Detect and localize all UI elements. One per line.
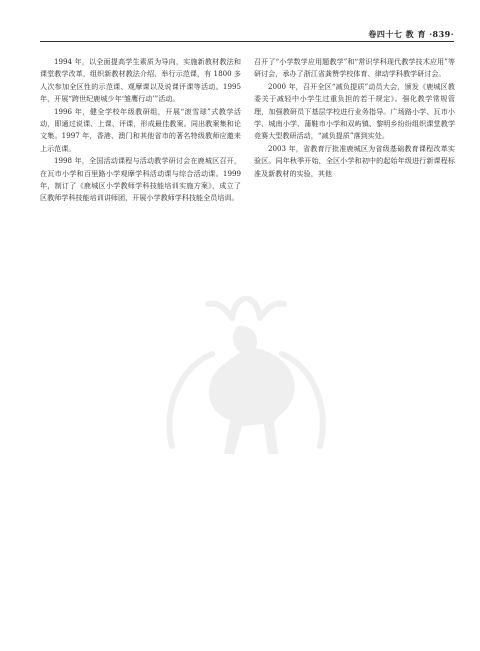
running-header: 卷四十七 教 育 ·839· (368, 29, 454, 39)
right-column (254, 56, 455, 180)
paragraph-continued: 召开了“小学数学应用题教学”和“常识学科现代教学技术应用”等研讨会，承办了浙江省龚赞学校体育、律动学科教学研讨会。 (254, 57, 455, 79)
deer-emblem-icon (142, 296, 350, 460)
paragraph-2000: 2000 年，召开全区“减负提质”动员大会，颁发《鹿城区教委关于减轻中小学生过重负担的若干规定》。强化教学常规管理，加强教研员下基层学校进行业务指导。广场路小学、瓦市小学、城南小学、蒲鞋市小学和双屿镇、黎明乡纷纷组织课堂教学竞赛大型教研活动，“减负提质”落到实处。 (254, 81, 455, 141)
header-rule (40, 41, 454, 42)
paragraph-1996: 1996 年，健全学校年级教研组，开展“滚雪球”式教学活动，即通过说课、上课、评课，形成最佳教案。同出教案集和论文集。1997 年，香港、澳门和其他省市的著名特级教师应邀来上示范课。 (40, 106, 241, 153)
paragraph-2003: 2003 年，省教育厅批准鹿城区为省级基础教育课程改革实验区。同年秋季开始，全区小学和初中的起始年级进行新课程标准及新教材的实验，其他 (254, 143, 455, 178)
paragraph-1994: 1994 年，以全面提高学生素质为导向，实施新教材教法和课堂教学改革，组织新教材教法介绍、举行示范课，有 1800 多人次参加全区性的示范课、观摩课以及说课评课等活动。1995 年，开展“跨世纪鹿城少年‘雏鹰行动’”活动。 (40, 57, 241, 104)
left-column (40, 56, 241, 205)
paragraph-1998: 1998 年，全国活动课程与活动教学研讨会在鹿城区召开，在瓦市小学和百里路小学观摩学科活动课与综合活动课。1999 年，制订了《鹿城区小学教师学科技能培训实施方案》，成立了区教师学科技能培训讲师团，开展小学教师学科技能全员培训。 (40, 156, 241, 203)
